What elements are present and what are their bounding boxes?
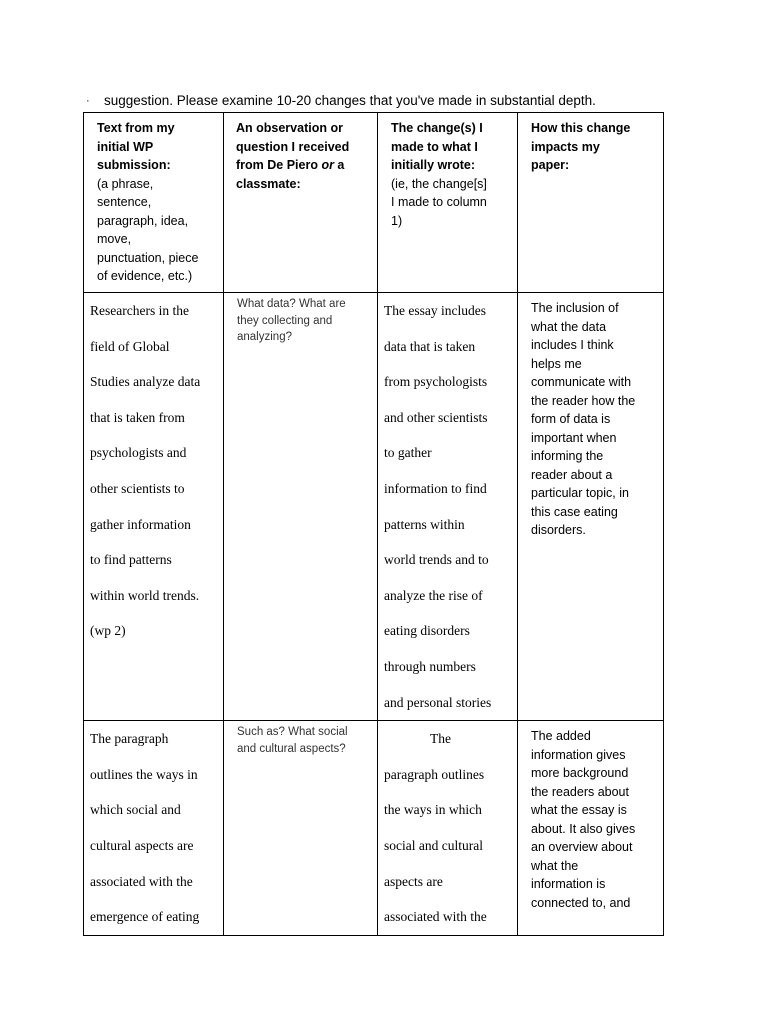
- cell-line: from psychologists: [384, 374, 488, 390]
- header-note: I made to column: [391, 195, 487, 209]
- cell-line: data that is taken: [384, 338, 476, 354]
- header-title-italic: or: [321, 158, 334, 172]
- cell-line: the reader how the: [531, 393, 636, 408]
- cell-original-text: [84, 293, 224, 721]
- cell-line: The inclusion of: [531, 301, 619, 315]
- header-row: [84, 113, 664, 293]
- cell-line: The added: [531, 729, 591, 744]
- header-title: a: [333, 158, 345, 172]
- table-row: [84, 293, 664, 721]
- cell-line: associated with the: [90, 873, 193, 889]
- cell-observation: [224, 293, 378, 721]
- cell-line: What data? What are: [237, 298, 346, 310]
- cell-line: within world trends.: [90, 587, 200, 603]
- header-note: sentence,: [97, 195, 152, 209]
- cell-line: aspects are: [384, 873, 443, 889]
- header-note: move,: [97, 232, 132, 246]
- cell-line: particular topic, in: [531, 486, 629, 500]
- header-title: The change(s) I: [391, 121, 483, 135]
- header-title: initial WP: [97, 139, 154, 154]
- header-title: An observation or: [236, 121, 343, 135]
- cell-line: The paragraph: [90, 731, 169, 747]
- header-note: paragraph, idea,: [97, 213, 189, 228]
- cell-line: helps me: [531, 356, 582, 371]
- cell-line: The: [430, 731, 451, 747]
- cell-line: reader about a: [531, 467, 613, 482]
- header-note: 1): [391, 213, 403, 228]
- cell-line: to gather: [384, 445, 432, 461]
- header-title: submission:: [97, 158, 171, 172]
- cell-line: what the essay is: [531, 803, 627, 818]
- cell-change: [378, 293, 518, 721]
- header-note: punctuation, piece: [97, 250, 199, 265]
- cell-line: associated with the: [384, 909, 487, 925]
- cell-line: cultural aspects are: [90, 837, 194, 853]
- cell-line: The essay includes: [384, 303, 486, 318]
- cell-line: (wp 2): [90, 623, 126, 639]
- cell-line: form of data is: [531, 412, 611, 426]
- cell-line: communicate with: [531, 375, 632, 389]
- cell-line: psychologists and: [90, 445, 187, 461]
- cell-line: the ways in which: [384, 802, 482, 818]
- cell-line: disorders.: [531, 523, 586, 537]
- cell-line: Researchers in the: [90, 303, 189, 318]
- cell-line: and cultural aspects?: [237, 742, 346, 755]
- header-note: (ie, the change[s]: [391, 176, 487, 191]
- cell-impact: [518, 721, 664, 936]
- header-note: (a phrase,: [97, 176, 154, 191]
- cell-change: [378, 721, 518, 936]
- header-cell-observation: [224, 113, 378, 293]
- cell-line: informing the: [531, 449, 604, 463]
- cell-line: eating disorders: [384, 623, 470, 639]
- cell-line: analyzing?: [237, 331, 292, 343]
- intro-line: [86, 92, 596, 110]
- cell-impact: [518, 293, 664, 721]
- revision-table: [83, 112, 664, 936]
- cell-line: this case eating: [531, 504, 618, 519]
- header-title: initially wrote:: [391, 158, 476, 172]
- cell-line: information gives: [531, 747, 626, 762]
- cell-line: about. It also gives: [531, 821, 636, 836]
- cell-line: outlines the ways in: [90, 766, 198, 782]
- cell-line: connected to, and: [531, 895, 631, 910]
- cell-line: emergence of eating: [90, 909, 200, 925]
- header-title: Text from my: [97, 121, 175, 135]
- cell-line: information to find: [384, 480, 487, 496]
- header-title: paper:: [531, 158, 570, 172]
- cell-line: world trends and to: [384, 552, 489, 568]
- cell-line: social and cultural: [384, 837, 483, 853]
- intro-text: suggestion. Please examine 10-20 changes that you've made in substantial depth.: [104, 93, 596, 108]
- table-row: [84, 721, 664, 936]
- cell-line: what the data: [531, 319, 607, 334]
- bullet-marker: ·: [86, 95, 90, 107]
- header-title: made to what I: [391, 139, 478, 154]
- cell-line: paragraph outlines: [384, 766, 485, 782]
- header-title: question I received: [236, 139, 350, 154]
- cell-line: Such as? What social: [237, 726, 348, 739]
- cell-line: through numbers: [384, 658, 476, 674]
- cell-line: to find patterns: [90, 552, 172, 568]
- header-title: from De Piero: [236, 158, 322, 172]
- cell-line: what the: [531, 858, 579, 873]
- cell-line: gather information: [90, 516, 191, 532]
- header-title: impacts my: [531, 139, 600, 154]
- cell-line: important when: [531, 430, 617, 445]
- cell-line: information is: [531, 877, 606, 892]
- header-cell-impact: [518, 113, 664, 293]
- cell-line: an overview about: [531, 840, 633, 855]
- header-note: of evidence, etc.): [97, 269, 193, 283]
- cell-line: and personal stories: [384, 694, 492, 710]
- cell-original-text: [84, 721, 224, 936]
- header-title: How this change: [531, 121, 631, 135]
- cell-line: and other scientists: [384, 409, 488, 425]
- cell-line: that is taken from: [90, 409, 185, 425]
- cell-line: Studies analyze data: [90, 374, 201, 390]
- header-cell-changes: [378, 113, 518, 293]
- cell-line: they collecting and: [237, 314, 333, 327]
- cell-line: the readers about: [531, 784, 629, 799]
- cell-line: which social and: [90, 802, 181, 818]
- cell-line: other scientists to: [90, 480, 185, 496]
- cell-line: more background: [531, 766, 629, 781]
- cell-observation: [224, 721, 378, 936]
- cell-line: analyze the rise of: [384, 587, 483, 603]
- header-title: classmate:: [236, 176, 301, 191]
- cell-line: field of Global: [90, 338, 170, 354]
- cell-line: includes I think: [531, 338, 614, 352]
- header-cell-text-from-wp: [84, 113, 224, 293]
- cell-line: patterns within: [384, 516, 465, 532]
